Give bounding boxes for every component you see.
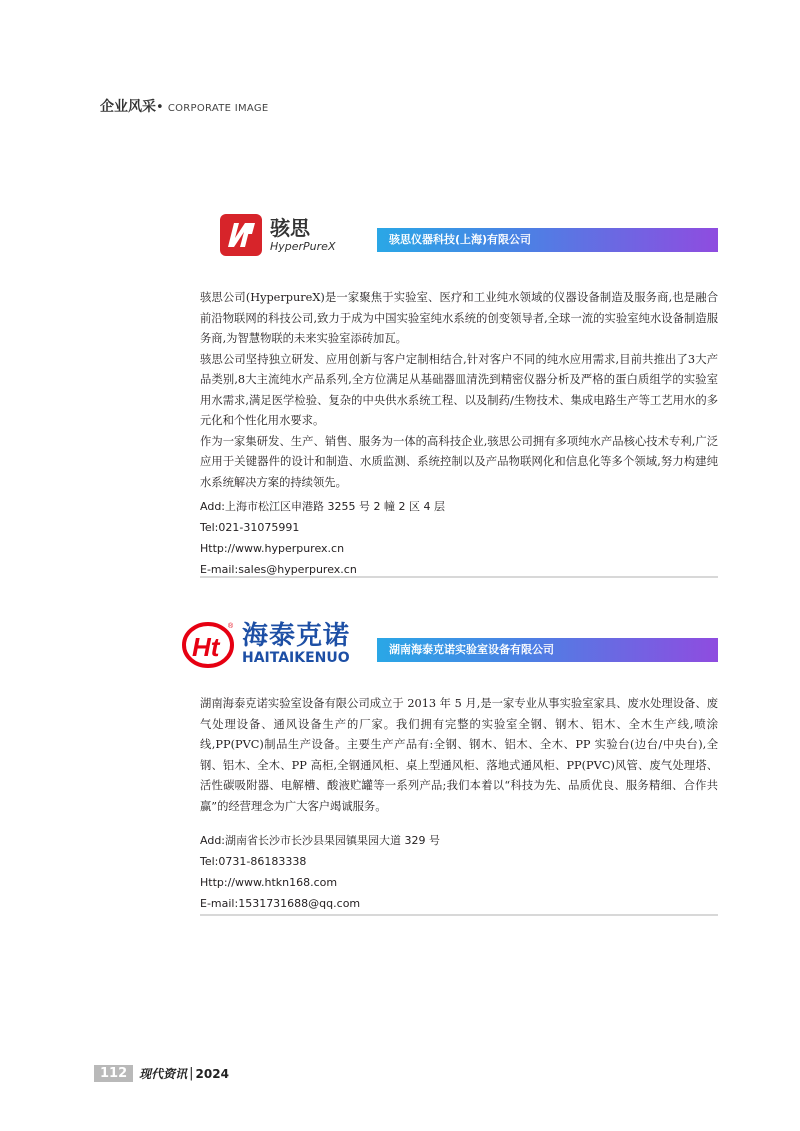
description-paragraph: 骇思公司坚持独立研发、应用创新与客户定制相结合,针对客户不同的纯水应用需求,目前共推出了3大产品类别,8大主流纯水产品系列,全方位满足从基础器皿清洗到精密仪器分析及严格的蛋白质组学的实验室用水需求,满足医学检验、复杂的中央供水系统工程、以及制药/生物技术、集成电路生产等工艺用水的多元化和个性化用水要求。 (200, 352, 718, 427)
section-title-zh: 企业风采 (100, 99, 156, 115)
section-header (100, 96, 269, 116)
hyperpurex-logo (220, 214, 335, 256)
issue-year: 2024 (195, 1066, 229, 1081)
contact-info (200, 830, 440, 914)
contact-info (200, 496, 445, 580)
company-name-banner: 骇思仪器科技(上海)有限公司 (377, 228, 718, 252)
section-divider (200, 576, 718, 578)
haitaikenuo-logo-en: HAITAIKENUO (242, 650, 350, 666)
company-card-haitaikenuo (192, 618, 718, 918)
contact-website[interactable]: Http://www.htkn168.com (200, 876, 338, 889)
svg-text:®: ® (228, 623, 234, 630)
contact-address: Add:湖南省长沙市长沙县果园镇果园大道 329 号 (200, 834, 440, 847)
hyperpurex-logo-zh: 骇思 (270, 216, 310, 240)
footer-separator: | (189, 1066, 194, 1081)
description-paragraph: 作为一家集研发、生产、销售、服务为一体的高科技企业,骇思公司拥有多项纯水产品核心技术专利,广泛应用于关键器件的设计和制造、水质监测、系统控制以及产品物联网化和信息化等多个领域,努力构建纯水系统解决方案的持续领先。 (200, 434, 718, 489)
svg-text:Ht: Ht (192, 632, 220, 662)
company-description (200, 288, 718, 493)
contact-address: Add:上海市松江区申港路 3255 号 2 幢 2 区 4 层 (200, 500, 445, 513)
haitaikenuo-logo-zh: 海泰克诺 (242, 621, 351, 651)
section-divider (200, 914, 718, 916)
magazine-name: 现代资讯 (139, 1067, 188, 1081)
page-number: 112 (94, 1065, 133, 1082)
company-description (200, 694, 718, 817)
haitaikenuo-logo-icon (182, 618, 238, 670)
description-paragraph: 湖南海泰克诺实验室设备有限公司成立于 2013 年 5 月,是一家专业从事实验室家具、废水处理设备、废气处理设备、通风设备生产的厂家。我们拥有完整的实验室全钢、钢木、铝木、全木生产线,喷涂线,PP(PVC)制品生产设备。主要生产产品有:全钢、钢木、铝木、全木、PP 实验台(边台/中央台),全钢、铝木、全木、PP 高柜,全钢通风柜、桌上型通风柜、落地式通风柜、PP(PVC)风管、废气处理塔、活性碳吸附器、电解槽、酸液贮罐等一系列产品;我们本着以“科技为先、品质优良、服务精细、合作共赢”的经营理念为广大客户竭诚服务。 (200, 697, 718, 813)
company-name-banner: 湖南海泰克诺实验室设备有限公司 (377, 638, 718, 662)
company-card-hyperpurex (200, 214, 718, 584)
hyperpurex-logo-en: HyperPureX (270, 240, 336, 253)
section-title-en: CORPORATE IMAGE (167, 103, 269, 114)
description-paragraph: 骇思公司(HyperpureX)是一家聚焦于实验室、医疗和工业纯水领域的仪器设备制造及服务商,也是融合前沿物联网的科技公司,致力于成为中国实验室纯水系统的创变领导者,全球一流的实验室纯水设备制造服务商,为智慧物联的未来实验室添砖加瓦。 (200, 291, 718, 345)
contact-email[interactable]: E-mail:sales@hyperpurex.cn (200, 563, 357, 576)
section-bullet: • (156, 100, 164, 115)
contact-tel: Tel:0731-86183338 (200, 855, 307, 868)
haitaikenuo-logo (182, 618, 350, 670)
contact-website[interactable]: Http://www.hyperpurex.cn (200, 542, 345, 555)
contact-tel: Tel:021-31075991 (200, 521, 300, 534)
page-footer (94, 1065, 229, 1082)
hyperpurex-logo-icon (220, 214, 262, 256)
contact-email[interactable]: E-mail:1531731688@qq.com (200, 897, 361, 910)
